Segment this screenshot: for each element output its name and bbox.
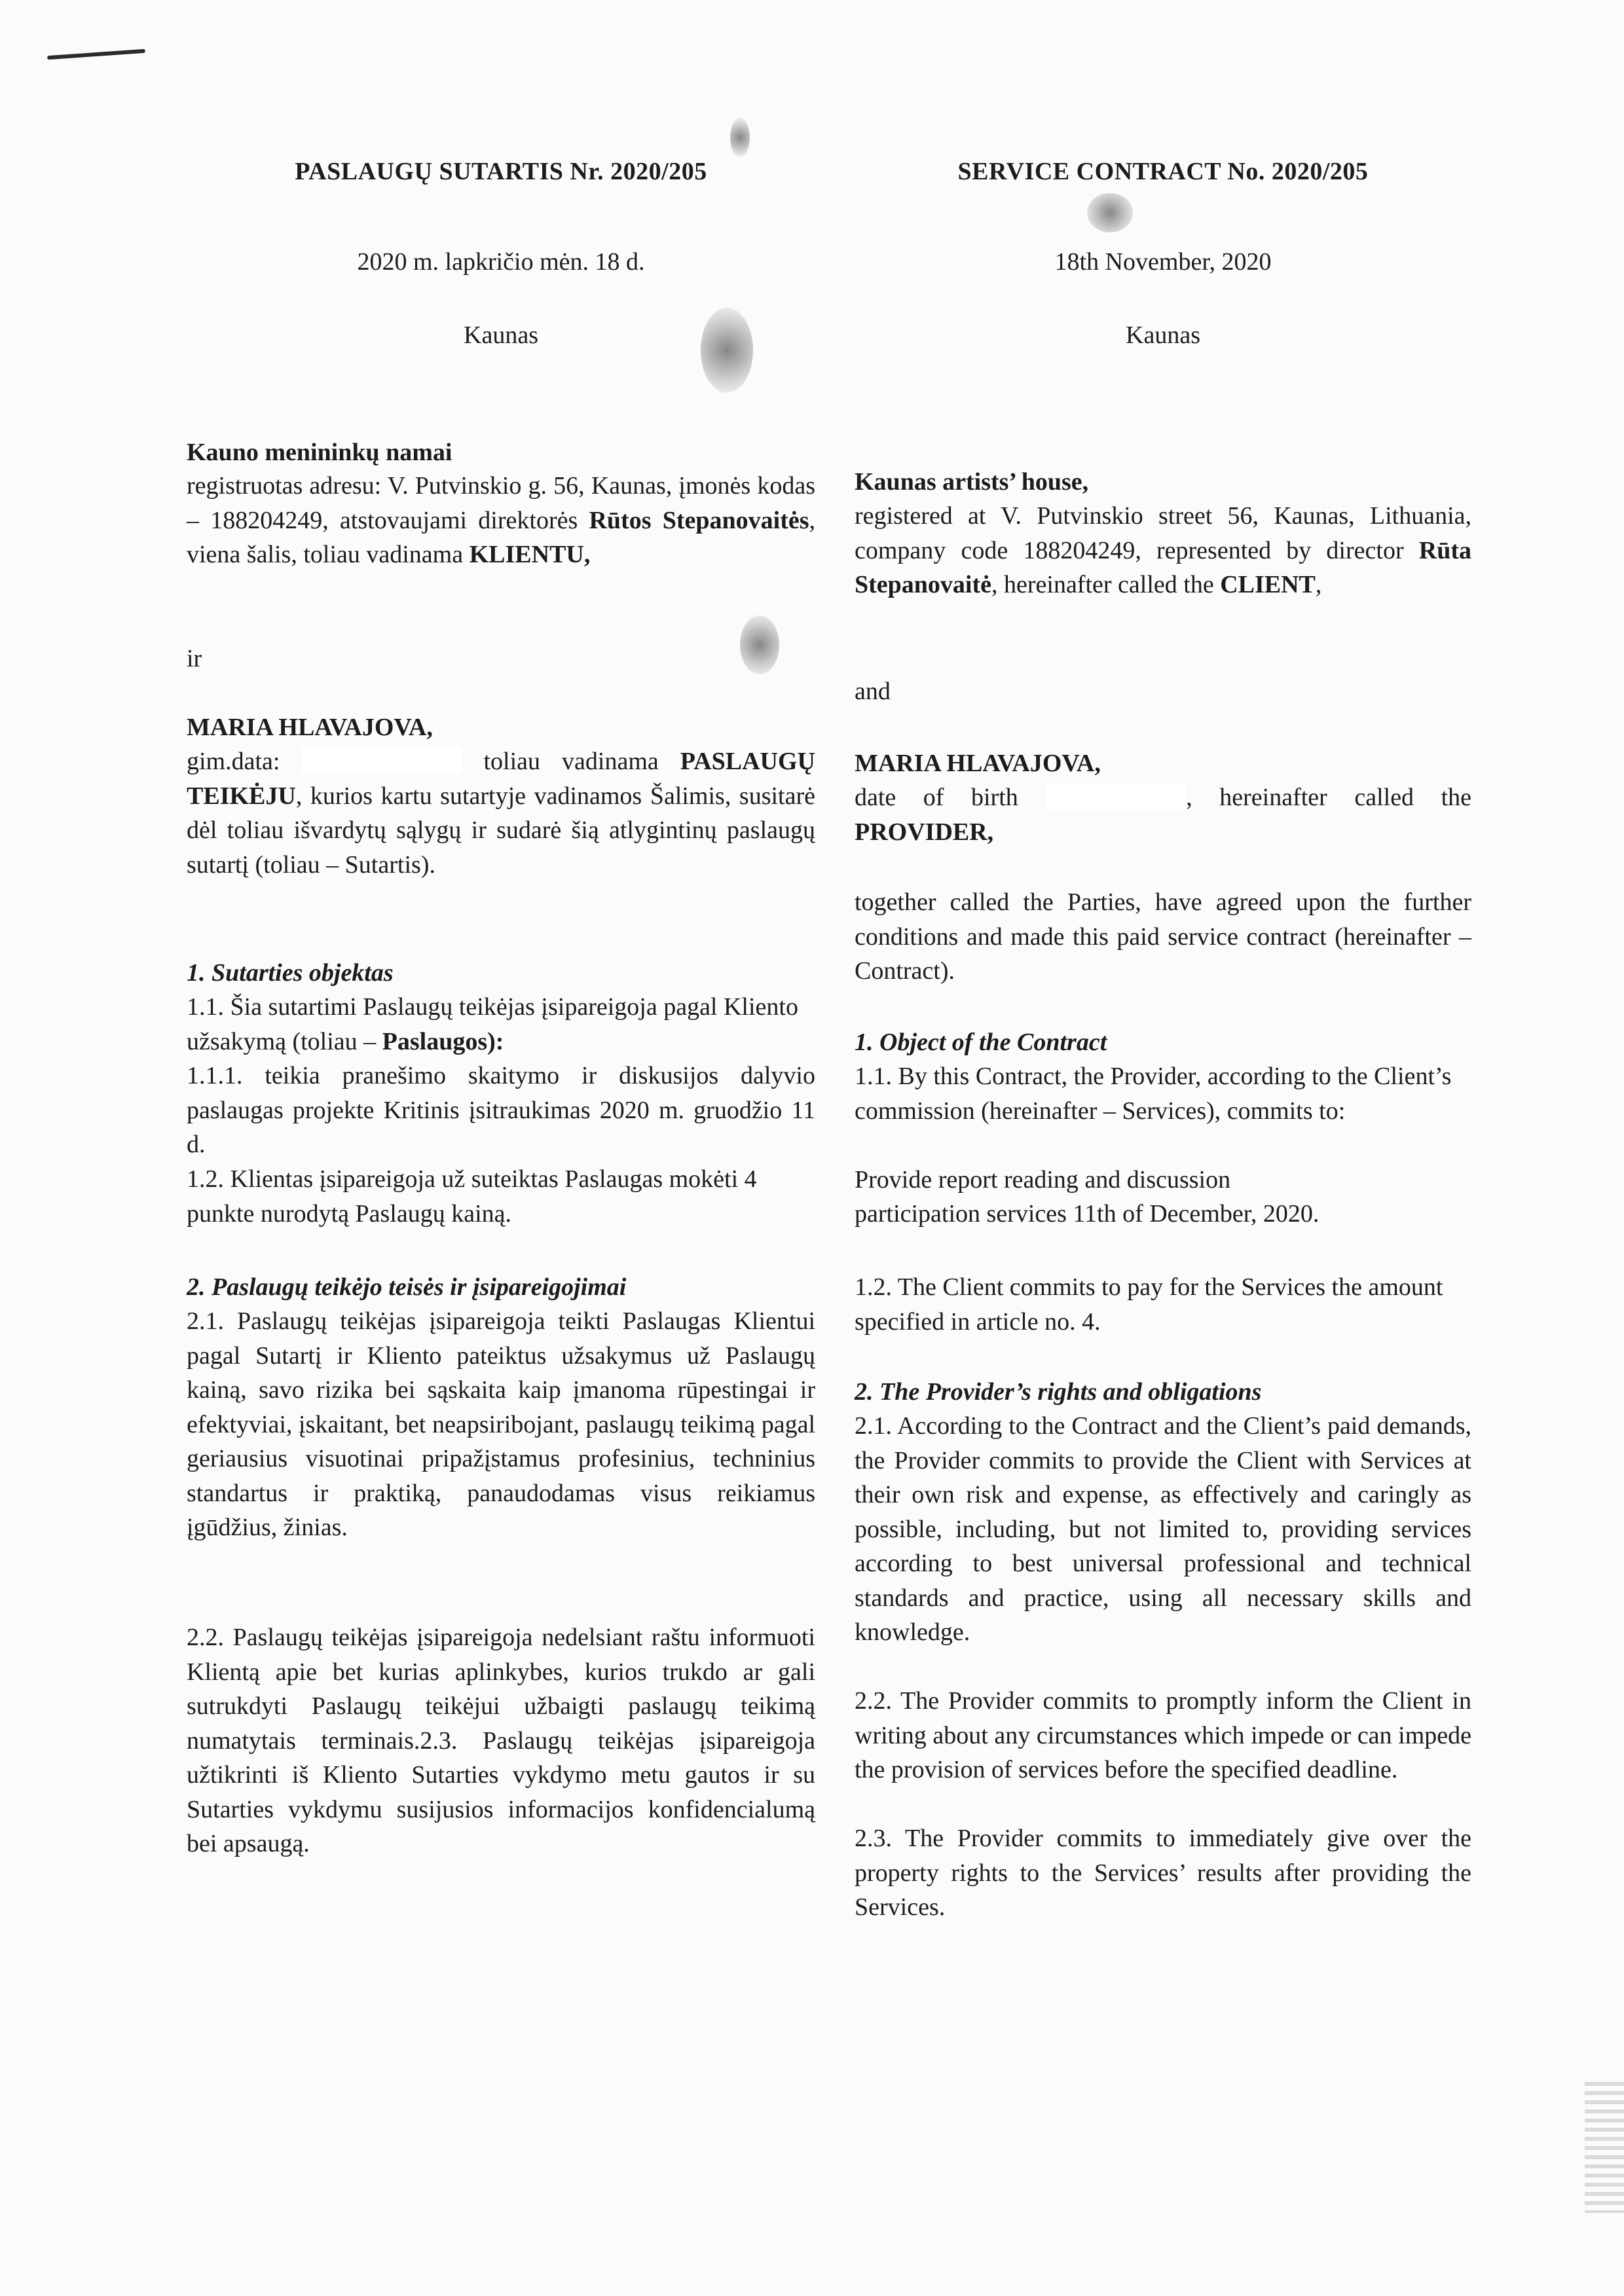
ink-smudge	[1087, 193, 1133, 232]
provider-name-en: MARIA HLAVAJOVA,	[855, 750, 1101, 777]
conjunction-en: and	[855, 678, 891, 705]
contract-date-lt: 2020 m. lapkričio mėn. 18 d.	[357, 248, 645, 276]
pen-mark	[47, 49, 145, 60]
clause-1-1-line1-en: Provide report reading and discussion	[855, 1166, 1231, 1194]
clause-1-2-en: 1.2. The Client commits to pay for the Services the amount specified in article no. 4.	[855, 1273, 1443, 1336]
provider-details-en: date of birth , hereinafter called the PROVIDER,	[855, 784, 1471, 846]
provider-name-lt: MARIA HLAVAJOVA,	[187, 714, 433, 741]
section-1-heading-lt: 1. Sutarties objektas	[187, 959, 394, 987]
contract-date-en: 18th November, 2020	[1054, 248, 1272, 276]
section-2-heading-en: 2. The Provider’s rights and obligations	[855, 1378, 1262, 1406]
contract-title-lt: PASLAUGŲ SUTARTIS Nr. 2020/205	[295, 158, 707, 185]
clause-1-1-en: 1.1. By this Contract, the Provider, according to the Client’s commission (hereinafter – Services), commits to:	[855, 1063, 1452, 1125]
client-details-en: registered at V. Putvinskio street 56, Kaunas, Lithuania, company code 188204249, represented by director Rūta Stepanovaitė, hereinafter called the CLIENT,	[855, 502, 1471, 598]
clause-2-2-lt: 2.2. Paslaugų teikėjas įsipareigoja nedelsiant raštu informuoti Klientą apie bet kurias aplinkybes, kurios trukdo ar gali sutrukdyti Paslaugų teikėjui užbaigti paslaugų teikimą numatytais terminais.2.3. Paslaugų teikėjas įsipareigoja užtikrinti iš Kliento Sutarties vykdymo metu gautos ir su Sutarties vykdymu susijusios informacijos konfidencialumą bei apsaugą.	[187, 1624, 815, 1857]
redacted-birthdate	[301, 747, 462, 773]
conjunction-lt: ir	[187, 645, 202, 672]
section-2-heading-lt: 2. Paslaugų teikėjo teisės ir įsipareigojimai	[187, 1273, 627, 1301]
clause-1-2-lt: 1.2. Klientas įsipareigoja už suteiktas Paslaugas mokėti 4 punkte nurodytą Paslaugų kainą.	[187, 1165, 757, 1228]
clause-1-1-1-lt: 1.1.1. teikia pranešimo skaitymo ir diskusijos dalyvio paslaugas projekte Kritinis įsitraukimas 2020 m. gruodžio 11 d.	[187, 1062, 815, 1158]
clause-2-1-en: 2.1. According to the Contract and the Client’s paid demands, the Provider commits to provide the Client with Services at their own risk and expense, as effectively and caringly as possible, including, but not limited to, providing services according to best universal professional and technical standards and practice, using all necessary skills and knowledge.	[855, 1412, 1471, 1646]
clause-2-3-en: 2.3. The Provider commits to immediately give over the property rights to the Services’ results after providing the Services.	[855, 1825, 1471, 1921]
ink-smudge	[730, 118, 750, 157]
redacted-birthdate	[1045, 783, 1186, 809]
clause-2-1-lt: 2.1. Paslaugų teikėjas įsipareigoja teikti Paslaugas Klientui pagal Sutartį ir Kliento pateiktus užsakymus už Paslaugų kainą, savo rizika bei sąskaita kaip įmanoma rūpestingai ir efektyviai, įskaitant, bet neapsiribojant, paslaugų teikimą pagal geriausius visuotinai pripažįstamus profesinius, techninius standartus ir praktiką, panaudodamas visus reikiamus įgūdžius, žinias.	[187, 1307, 815, 1541]
clause-2-2-en: 2.2. The Provider commits to promptly inform the Client in writing about any circumstances which impede or can impede the provision of services before the specified deadline.	[855, 1687, 1471, 1783]
page-edge-bleed	[1585, 2082, 1624, 2213]
contract-city-en: Kaunas	[1126, 321, 1200, 349]
contract-title-en: SERVICE CONTRACT No. 2020/205	[957, 158, 1369, 185]
clause-1-1-lt: 1.1. Šia sutartimi Paslaugų teikėjas įsipareigoja pagal Kliento užsakymą (toliau – Paslaugos):	[187, 993, 798, 1055]
contract-city-lt: Kaunas	[464, 321, 538, 349]
client-name-en: Kaunas artists’ house,	[855, 468, 1089, 496]
client-details-lt: registruotas adresu: V. Putvinskio g. 56, Kaunas, įmonės kodas – 188204249, atstovaujami direktorės Rūtos Stepanovaitės, viena šalis, toliau vadinama KLIENTU,	[187, 472, 816, 568]
provider-details-lt: gim.data: toliau vadinama PASLAUGŲ TEIKĖJU, kurios kartu sutartyje vadinamos Šalimis, susitarė dėl toliau išvardytų sąlygų ir sudarė šią atlygintinų paslaugų sutartį (toliau – Sutartis).	[187, 748, 815, 879]
clause-1-1-line2-en: participation services 11th of December, 2020.	[855, 1200, 1320, 1228]
client-name-lt: Kauno menininkų namai	[187, 439, 452, 466]
parties-clause-en: together called the Parties, have agreed upon the further conditions and made this paid service contract (hereinafter – Contract).	[855, 888, 1471, 985]
section-1-heading-en: 1. Object of the Contract	[855, 1029, 1107, 1056]
